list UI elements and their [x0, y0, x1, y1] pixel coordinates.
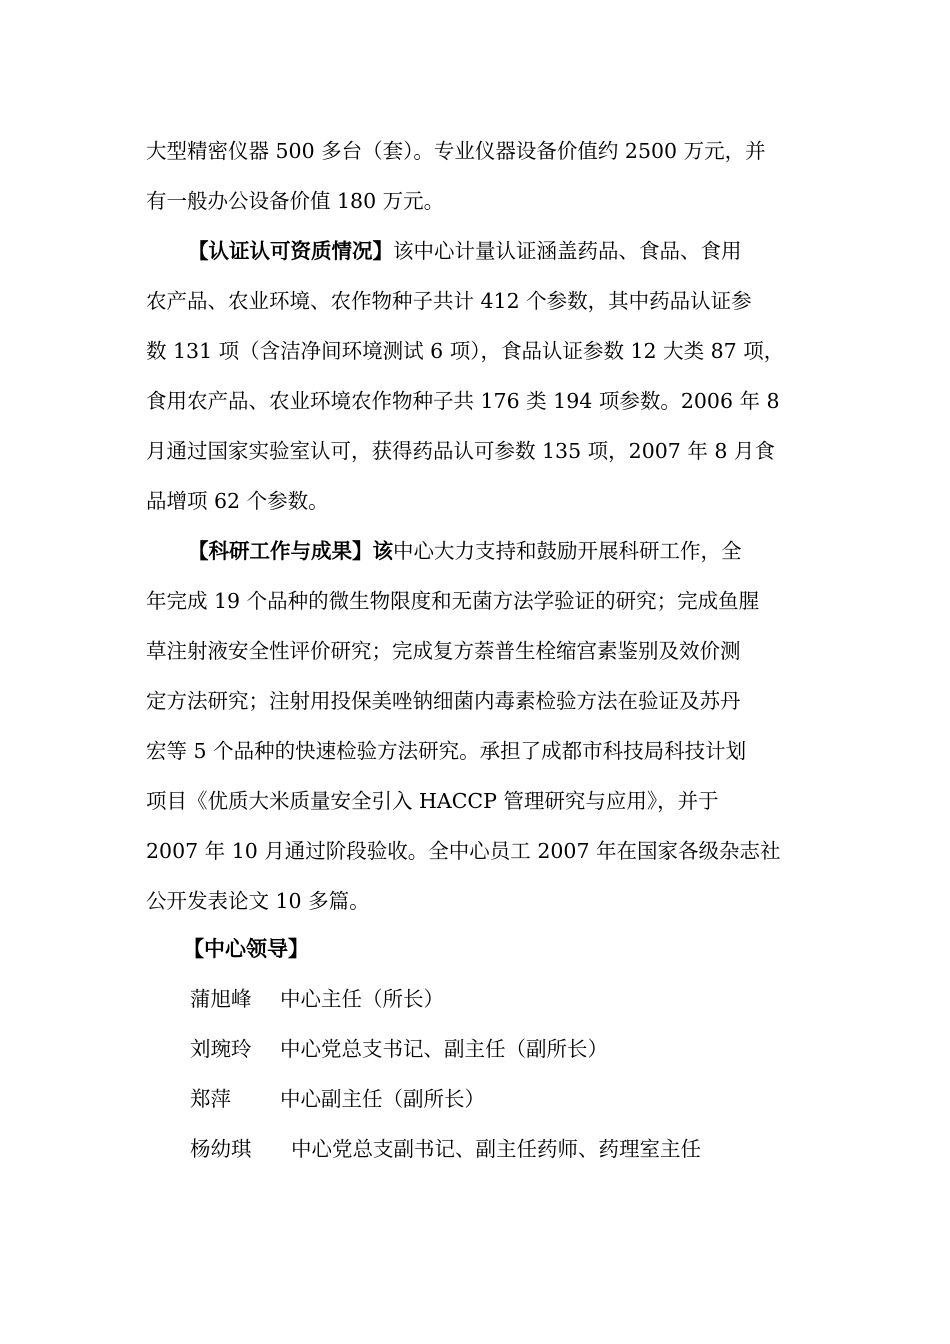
section-label: 【科研工作与成果】该 [188, 539, 393, 563]
text-line: 数 131 项（含洁净间环境测试 6 项），食品认证参数 12 大类 87 项， [146, 339, 785, 363]
leader-role: 中心副主任（副所长） [280, 1087, 485, 1111]
leader-item [190, 1024, 790, 1074]
text-line: 品增项 62 个参数。 [146, 489, 329, 513]
leader-item [190, 1074, 790, 1124]
section-label: 【认证认可资质情况】 [188, 239, 393, 263]
leader-name: 刘琬玲 [190, 1037, 252, 1061]
text-line: 【科研工作与成果】该中心大力支持和鼓励开展科研工作，全 [188, 539, 742, 563]
text-line: 2007 年 10 月通过阶段验收。全中心员工 2007 年在国家各级杂志社 [146, 839, 781, 863]
text-line: 【认证认可资质情况】该中心计量认证涵盖药品、食品、食用 [188, 239, 742, 263]
leader-item [190, 1124, 790, 1174]
leader-role: 中心主任（所长） [280, 987, 444, 1011]
leader-name: 郑萍 [190, 1087, 231, 1111]
leader-name: 蒲旭峰 [190, 987, 252, 1011]
leader-item [190, 974, 790, 1024]
research-paragraph [146, 526, 806, 926]
text-line: 宏等 5 个品种的快速检验方法研究。承担了成都市科技局科技计划 [146, 739, 747, 763]
text-line: 有一般办公设备价值 180 万元。 [146, 189, 445, 213]
leader-role: 中心党总支书记、副主任（副所长） [280, 1037, 608, 1061]
text-line: 项目《优质大米质量安全引入 HACCP 管理研究与应用》，并于 [146, 789, 719, 813]
text-line: 大型精密仪器 500 多台（套）。专业仪器设备价值约 2500 万元，并 [146, 139, 766, 163]
leader-role: 中心党总支副书记、副主任药师、药理室主任 [291, 1137, 701, 1161]
equipment-paragraph [146, 126, 806, 226]
text-line: 草注射液安全性评价研究；完成复方萘普生栓缩宫素鉴别及效价测 [146, 639, 741, 663]
certification-paragraph [146, 226, 806, 526]
text-line: 食用农产品、农业环境农作物种子共 176 类 194 项参数。2006 年 8 [146, 389, 780, 413]
text-line: 月通过国家实验室认可，获得药品认可参数 135 项，2007 年 8 月食 [146, 439, 775, 463]
leader-name: 杨幼琪 [190, 1137, 252, 1161]
text-line: 农产品、农业环境、农作物种子共计 412 个参数，其中药品认证参 [146, 289, 752, 313]
text-line: 年完成 19 个品种的微生物限度和无菌方法学验证的研究；完成鱼腥 [146, 589, 760, 613]
text-line: 公开发表论文 10 多篇。 [146, 889, 370, 913]
leaders-heading: 【中心领导】 [183, 936, 309, 961]
text-line: 定方法研究；注射用投保美唑钠细菌内毒素检验方法在验证及苏丹 [146, 689, 741, 713]
